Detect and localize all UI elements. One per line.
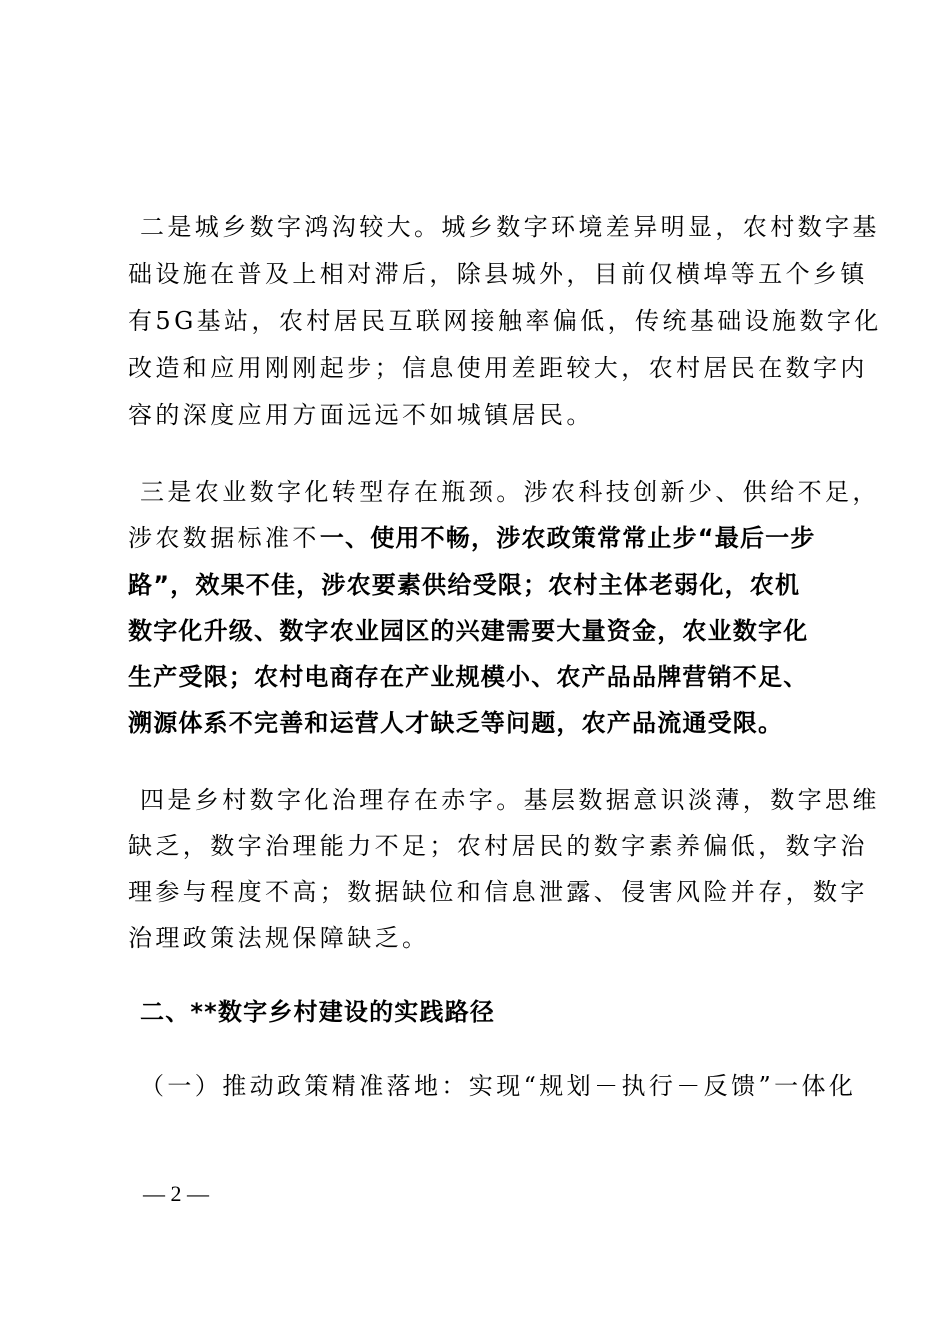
text-span-bold: 一、使用不畅，涉农政策常常止步“最后一步 (319, 524, 816, 552)
text-line: 容的深度应用方面远远不如城镇居民。 (128, 401, 594, 429)
text-line: 溯源体系不完善和运营人才缺乏等问题，农产品流通受限。 (128, 709, 784, 737)
page-number: — 2 — (143, 1181, 209, 1206)
text-line: 治理政策法规保障缺乏。 (128, 924, 430, 952)
section-heading: 二、**数字乡村建设的实践路径 (140, 998, 496, 1026)
text-line: 二是城乡数字鸿沟较大。城乡数字环境差异明显，农村数字基 (140, 213, 880, 241)
text-line-mixed (128, 523, 816, 553)
text-span: 涉农数据标准不 (128, 524, 320, 552)
text-line: 缺乏，数字治理能力不足；农村居民的数字素养偏低，数字治 (128, 832, 868, 860)
text-line: 理参与程度不高；数据缺位和信息泄露、侵害风险并存，数字 (128, 878, 868, 906)
text-line: 四是乡村数字化治理存在赤字。基层数据意识淡薄，数字思维 (140, 786, 880, 814)
text-line: 改造和应用刚刚起步；信息使用差距较大，农村居民在数字内 (128, 354, 868, 382)
text-line: 路”，效果不佳，涉农要素供给受限；农村主体老弱化，农机 (128, 571, 801, 599)
text-line: 生产受限；农村电商存在产业规模小、农产品品牌营销不足、 (128, 663, 809, 691)
text-line: 三是农业数字化转型存在瓶颈。涉农科技创新少、供给不足， (140, 478, 880, 506)
subsection-heading: （一）推动政策精准落地：实现“规划－执行－反馈”一体化 (140, 1072, 857, 1100)
text-line: 数字化升级、数字农业园区的兴建需要大量资金，农业数字化 (128, 617, 809, 645)
text-line: 础设施在普及上相对滞后，除县城外，目前仅横埠等五个乡镇 (128, 260, 868, 288)
text-line: 有5G基站，农村居民互联网接触率偏低，传统基础设施数字化 (128, 307, 882, 335)
